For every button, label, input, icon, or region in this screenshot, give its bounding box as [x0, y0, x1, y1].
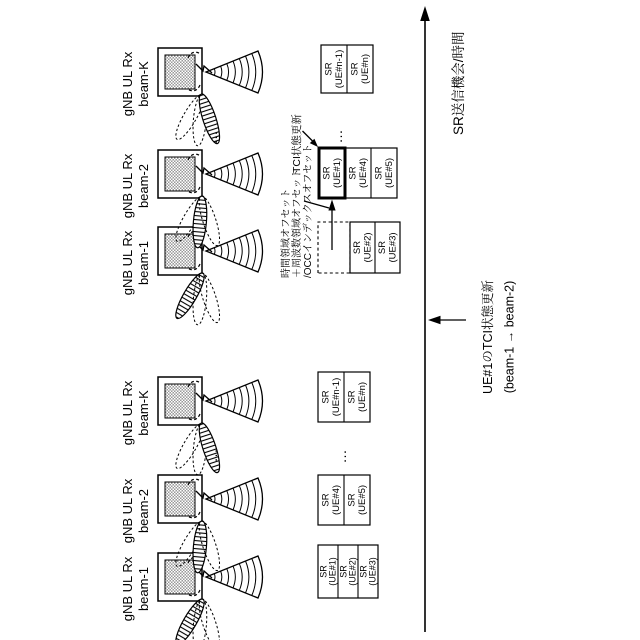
sr-cell-text: (UE#5) — [384, 157, 395, 189]
beam-before-2-label-1: gNB UL Rx — [120, 478, 135, 544]
offset-label-line2: ＋周波数領域オフセット — [292, 168, 303, 278]
sr-cell-text: (UE#2) — [347, 557, 358, 586]
beam-after-k-label-2: beam-K — [136, 61, 151, 107]
offset-label-line1: 時間領域オフセット — [281, 188, 292, 278]
sr-box-before-beam2 — [318, 475, 370, 525]
sr-cell-text: SR — [320, 493, 332, 507]
sr-cell-text: (UE#4) — [358, 157, 369, 189]
sr-cell-text: (UE#n-1) — [334, 49, 345, 89]
beam-before-k-label-2: beam-K — [136, 390, 151, 436]
offset-arrowhead-icon — [328, 200, 335, 211]
tci-event-marker — [428, 280, 517, 394]
sr-cell-text: (UE#4) — [331, 484, 342, 516]
sr-box-before-beamK — [318, 372, 370, 422]
tci-update-label: TCI状態更新 — [291, 114, 303, 173]
sr-cell-text: SR — [346, 493, 358, 507]
beam-before-2-label-2: beam-2 — [136, 488, 151, 534]
beam-unit-after-1 — [158, 227, 263, 325]
sr-cell-text: (UE#5) — [357, 484, 368, 516]
sr-cell-text: (UE#2) — [362, 232, 374, 263]
sr-cell-removed — [318, 222, 350, 273]
sr-cell-text: (UE#n) — [357, 381, 368, 413]
sr-cell-text: SR — [349, 62, 361, 76]
beam-after-2-label-1: gNB UL Rx — [120, 153, 135, 219]
ellipsis: … — [329, 128, 345, 144]
sr-cell-text: (UE#1) — [332, 157, 343, 189]
time-axis-arrowhead-icon — [420, 6, 430, 21]
sr-cell-text: SR — [358, 565, 369, 578]
beam-unit-before-1 — [158, 553, 263, 640]
sr-cell-text: (UE#3) — [367, 557, 378, 586]
sr-cell-text: SR — [338, 565, 349, 578]
sr-cell-text: SR — [323, 62, 335, 76]
sr-cell-text: SR — [321, 166, 333, 180]
ellipsis: … — [204, 129, 220, 145]
sr-box-after-beam1 — [318, 222, 400, 273]
event-label-line1: UE#1のTCI状態更新 — [481, 280, 495, 394]
beam-after-1-label-2: beam-1 — [136, 240, 151, 286]
sr-cell-text: SR — [346, 390, 358, 404]
time-axis — [420, 6, 466, 632]
sr-cell-text: (UE#1) — [327, 557, 338, 586]
sr-cell-text: SR — [347, 166, 359, 180]
beam-after-1-label-1: gNB UL Rx — [120, 230, 135, 296]
sr-box-before-beam1 — [318, 545, 378, 598]
sr-box-after-beam2 — [319, 148, 397, 198]
tci-arrow — [303, 131, 313, 141]
time-axis-label: SR送信機会/時間 — [451, 31, 466, 135]
sr-cell-text: SR — [373, 166, 385, 180]
sr-cell-text: (UE#n) — [360, 53, 371, 85]
beam-after-k-label-1: gNB UL Rx — [120, 51, 135, 117]
sr-cell-text: SR — [352, 240, 363, 255]
sr-cell-text: (UE#n-1) — [331, 377, 342, 417]
ellipsis: … — [333, 448, 349, 464]
sr-cell-text: (UE#3) — [387, 232, 399, 263]
beam-after-2-label-2: beam-2 — [136, 163, 151, 209]
event-arrowhead-icon — [428, 316, 441, 324]
beam-before-k-label-1: gNB UL Rx — [120, 380, 135, 446]
event-label-line2: (beam-1 → beam-2) — [502, 280, 517, 394]
offset-label-line3: /OCCインデックスオフセット — [303, 143, 314, 278]
sr-cell-text: SR — [377, 240, 388, 255]
beam-before-1-label-2: beam-1 — [136, 566, 151, 612]
sr-cell-text: SR — [320, 390, 332, 404]
ellipsis: … — [204, 447, 220, 463]
beam-before-1-label-1: gNB UL Rx — [120, 556, 135, 622]
sr-cell-text: SR — [318, 565, 329, 578]
sr-box-after-beamK — [321, 45, 373, 93]
